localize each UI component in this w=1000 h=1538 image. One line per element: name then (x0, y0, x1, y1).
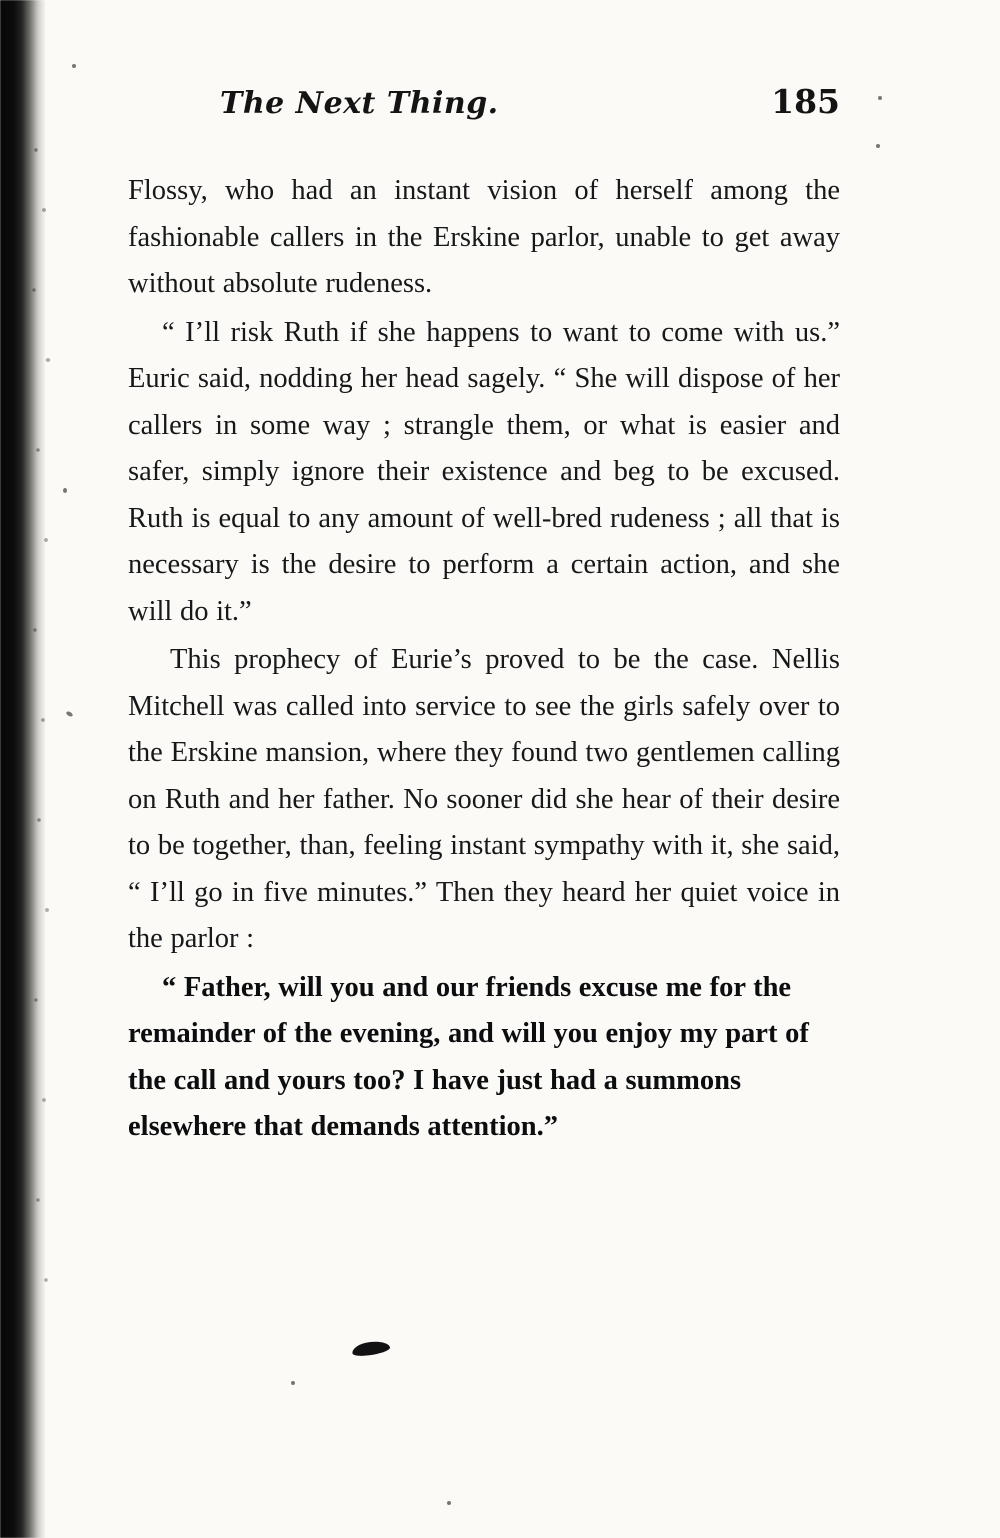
scan-speck (65, 711, 73, 718)
running-head: The Next Thing. (220, 86, 499, 121)
scan-speck (72, 64, 76, 68)
page-number: 185 (771, 82, 840, 121)
scan-speck (291, 1381, 295, 1385)
scan-speck (447, 1501, 451, 1505)
page-header (130, 82, 840, 121)
scan-speck (876, 144, 880, 148)
paragraph: This prophecy of Eurie’s proved to be the case. Nellis Mitchell was called into service to see the girls safely over to the Erskine mansion, where they found two gentlemen calling on Ruth and her father. No sooner did she hear of their desire to be together, than, feeling instant sympathy with it, she said, “ I’ll go in five minutes.” Then they heard her quiet voice in the parlor : (128, 644, 840, 954)
scan-speckle-texture (30, 120, 56, 1320)
paragraph: “ I’ll risk Ruth if she happens to want to come with us.” Euric said, nodding her head sagely. “ She will dispose of her callers in some way ; strangle them, or what is easier and safer, simply ignore their existence and beg to be excused. Ruth is equal to any amount of well-bred rudeness ; all that is necessary is the desire to perform a certain action, and she will do it.” (128, 316, 840, 627)
ink-smudge (351, 1340, 390, 1358)
scan-speck (63, 488, 67, 493)
paragraph: “ Father, will you and our friends excuse me for the remainder of the evening, and will you enjoy my part of the call and yours too? I have just had a summons elsewhere that demands attention.” (128, 971, 809, 1142)
scan-speck (878, 96, 882, 100)
paragraph: Flossy, who had an instant vision of herself among the fashionable callers in the Erskine parlor, unable to get away without absolute rudeness. (128, 175, 840, 299)
body-text (128, 168, 840, 1153)
